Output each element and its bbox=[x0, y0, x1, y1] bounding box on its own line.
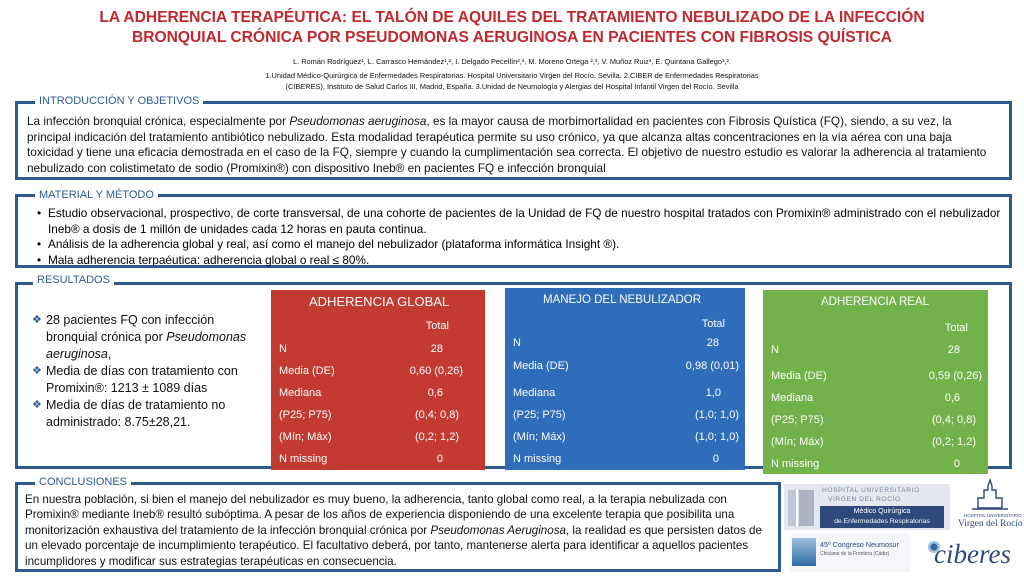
results-bullet-italic: Pseudomonas aeruginosa bbox=[46, 330, 247, 361]
table-title: MANEJO DEL NEBULIZADOR bbox=[543, 294, 702, 306]
results-bullets bbox=[32, 312, 257, 431]
row-value: 0,59 (0,26) bbox=[928, 370, 982, 382]
row-label: Mediana bbox=[279, 387, 322, 399]
table-total-label: Total bbox=[944, 322, 968, 334]
row-label: (Mín; Máx) bbox=[771, 436, 824, 448]
methods-item: • Análisis de la adherencia global y real, así como el manejo del nebulizador (plataforma informática Insight ®). bbox=[48, 237, 1016, 253]
row-label: (Mín; Máx) bbox=[513, 431, 566, 443]
results-section-label: RESULTADOS bbox=[33, 274, 114, 287]
table-row bbox=[771, 454, 982, 475]
poster-title bbox=[40, 8, 984, 48]
row-label: Media (DE) bbox=[771, 370, 827, 382]
table-row bbox=[279, 339, 479, 360]
row-value: (0,4; 0,8) bbox=[414, 409, 459, 421]
table-total-label: Total bbox=[701, 318, 725, 330]
congress-title: 45º Congreso Neumosur bbox=[820, 540, 899, 549]
table-title: ADHERENCIA GLOBAL bbox=[309, 294, 450, 309]
table-row bbox=[513, 405, 739, 426]
results-bullet-text: 28 pacientes FQ con infección bronquial crónica por bbox=[46, 313, 215, 344]
table-row bbox=[771, 432, 982, 453]
table-row bbox=[279, 427, 479, 448]
table-row bbox=[513, 449, 739, 470]
row-value: 1,0 bbox=[705, 387, 721, 399]
row-value: 28 bbox=[430, 343, 443, 355]
methods-section-label: MATERIAL Y MÉTODO bbox=[35, 189, 158, 202]
hospital-unit-logo bbox=[784, 484, 950, 530]
hospital-logo-line1: HOSPITAL UNIVERSITARIO bbox=[822, 487, 920, 494]
title-line-1: LA ADHERENCIA TERAPÉUTICA: EL TALÓN DE AQUILES DEL TRATAMIENTO NEBULIZADO DE LA INFECCIÓN bbox=[99, 9, 925, 26]
table-row bbox=[771, 340, 982, 361]
title-line-2: BRONQUIAL CRÓNICA POR PSEUDOMONAS AERUGINOSA EN PACIENTES CON FIBROSIS QUÍSTICA bbox=[131, 29, 893, 46]
table-row bbox=[771, 366, 982, 387]
intro-text-part2: , es la mayor causa de morbimortalidad en pacientes con Fibrosis Quística (FQ), siendo, a su vez, la principal indicación del tratamiento antibiótico nebulizado. Esta modalidad terapéutica permite su uso crónico, ya que alcanza altas concentraciones en la vía aérea con una baja toxicidad y tiene una eficacia demostrada en el caso de la FQ, siempre y cuando la cumplimentación sea correcta. El objetivo de nuestro estudio es valorar la adherencia al tratamiento nebulizado con colistimetato de sodio (Promixin®) con dispositivo Ineb® en pacientes FQ e infección bronquial bbox=[27, 114, 987, 175]
ciberes-logo bbox=[926, 538, 1022, 572]
row-value: 28 bbox=[947, 344, 960, 356]
intro-section bbox=[15, 101, 1012, 180]
ciberes-wordmark: ciberes bbox=[934, 539, 1011, 569]
results-bullet: ❖ Media de días de tratamiento no administrado: 8.75±28,21. bbox=[32, 397, 257, 431]
table-row bbox=[513, 333, 739, 354]
hospital-logo-line2: VIRGEN DEL ROCÍO bbox=[828, 496, 901, 503]
row-value: (0,2; 1,2) bbox=[931, 436, 976, 448]
row-label: Mediana bbox=[771, 392, 814, 404]
conclusions-section-label: CONCLUSIONES bbox=[35, 476, 131, 489]
row-label: N bbox=[279, 343, 287, 355]
row-value: (1,0; 1,0) bbox=[694, 431, 739, 443]
conclusions-text-italic: Pseudomonas Aeruginosa bbox=[430, 523, 566, 537]
row-value: 0,6 bbox=[427, 387, 443, 399]
row-value: 28 bbox=[706, 337, 719, 349]
congress-logo bbox=[790, 534, 910, 572]
vr-logo-name: Virgen del Rocío bbox=[958, 519, 1023, 529]
methods-list bbox=[34, 206, 1016, 268]
methods-item: • Estudio observacional, prospectivo, de corte transversal, de una cohorte de pacientes de la Unidad de FQ de nuestro hospital tratados con Promixin® administrado con el nebulizador Ineb® a dosis de 1 millón de unidades cada 12 horas en pauta continua. bbox=[48, 206, 1016, 237]
intro-text-part1: La infección bronquial crónica, especialmente por bbox=[27, 114, 290, 128]
table-adherencia-global bbox=[271, 290, 485, 470]
row-value: (0,4; 0,8) bbox=[931, 414, 976, 426]
virgen-del-rocio-logo bbox=[958, 478, 1022, 536]
table-row bbox=[279, 405, 479, 426]
sea-illustration bbox=[792, 538, 816, 566]
methods-section bbox=[15, 194, 1012, 268]
results-bullet bbox=[32, 312, 257, 363]
row-value: 0,98 (0,01) bbox=[685, 360, 739, 372]
hospital-logo-line3: Médico Quirúrgica bbox=[853, 508, 911, 515]
results-bullet: ❖ Media de días con tratamiento con Promixin®: 1213 ± 1089 días bbox=[32, 363, 257, 397]
row-value: 0 bbox=[436, 453, 443, 465]
affiliation-line-2: (CIBERES), Instituto de Salud Carlos III, Madrid, España. 3.Unidad de Neumología y Alergias del Hospital Infantil Virgen del Rocío. Sevilla bbox=[285, 82, 739, 91]
affiliation-line-1: 1.Unidad Médico-Quirúrgica de Enfermedades Respiratorias. Hospital Universitario Virgen del Rocío. Sevilla. 2.CIBER de Enfermedades Respiratorias bbox=[265, 71, 759, 80]
conclusions-section bbox=[15, 482, 781, 572]
intro-text-italic: Pseudomonas aeruginosa bbox=[289, 114, 427, 128]
church-tower-icon bbox=[958, 478, 1022, 512]
row-label: (P25; P75) bbox=[513, 409, 566, 421]
table-row bbox=[279, 361, 479, 382]
affiliations bbox=[200, 70, 824, 92]
conclusions-text bbox=[25, 492, 773, 569]
intro-section-label: INTRODUCCIÓN Y OBJETIVOS bbox=[35, 95, 203, 108]
congress-subtitle: Chiclana de la Frontera (Cádiz) bbox=[820, 551, 890, 557]
table-row bbox=[771, 410, 982, 431]
row-label: N bbox=[513, 337, 521, 349]
conclusions-text-part1: En nuestra población, si bien el manejo del nebulizador es muy bueno, la adherencia, tanto global como real, a la terapia nebulizada con Promixin® mediante Ineb® resultó subóptima. A pesar de los años de experiencia disponiendo de una excelente terapia que posibilita una monitorización exhaustiva del tratamiento de la infección bronquial crónica por bbox=[25, 493, 735, 537]
table-row bbox=[279, 383, 479, 404]
hospital-logo-line4: de Enfermedades Respiratorias bbox=[834, 518, 930, 525]
hospital-building-icon bbox=[788, 490, 814, 526]
table-total-label: Total bbox=[425, 320, 449, 332]
row-label: N missing bbox=[279, 453, 328, 465]
conclusions-text-part2: , la realidad es que persisten datos de un elevado porcentaje de incumplimiento terapéutico. El facultativo deberá, por tanto, mantenerse alerta para identificar a aquellos pacientes incumplidores y modificar sus estrategias terapéuticas en consecuencia. bbox=[25, 523, 762, 568]
intro-text bbox=[27, 114, 995, 176]
results-bullet-end: , bbox=[107, 347, 112, 361]
row-label: (Mín; Máx) bbox=[279, 431, 332, 443]
row-label: N missing bbox=[771, 458, 820, 470]
table-row bbox=[513, 356, 739, 377]
row-label: Media (DE) bbox=[513, 360, 569, 372]
table-row bbox=[513, 383, 739, 404]
vr-logo-small: HOSPITAL UNIVERSITARIO bbox=[964, 513, 1022, 518]
row-value: 0,6 bbox=[944, 392, 960, 404]
row-value: 0,60 (0,26) bbox=[409, 365, 463, 377]
row-label: (P25; P75) bbox=[279, 409, 332, 421]
methods-item: • Mala adherencia terpaéutica: adherencia global o real ≤ 80%. bbox=[48, 253, 1016, 269]
row-label: N missing bbox=[513, 453, 562, 465]
row-value: 0 bbox=[712, 453, 719, 465]
table-row bbox=[513, 427, 739, 448]
row-value: (1,0; 1,0) bbox=[694, 409, 739, 421]
row-label: N bbox=[771, 344, 779, 356]
row-label: Mediana bbox=[513, 387, 556, 399]
table-row bbox=[771, 388, 982, 409]
table-adherencia-real bbox=[763, 290, 988, 474]
row-label: Media (DE) bbox=[279, 365, 335, 377]
row-label: (P25; P75) bbox=[771, 414, 824, 426]
row-value: (0,2; 1,2) bbox=[414, 431, 459, 443]
table-row bbox=[279, 449, 479, 470]
authors: L. Román Rodríguez¹, L. Carrasco Hernández¹,², I. Delgado Pecellín²,³, M. Moreno Ortega ²,³, V. Muñoz Ruiz³, E. Quintana Gallego¹,². bbox=[292, 57, 731, 66]
unit-banner bbox=[820, 506, 944, 528]
row-value: 0 bbox=[953, 458, 960, 470]
table-title: ADHERENCIA REAL bbox=[821, 296, 930, 308]
table-manejo-nebulizador bbox=[505, 288, 745, 470]
